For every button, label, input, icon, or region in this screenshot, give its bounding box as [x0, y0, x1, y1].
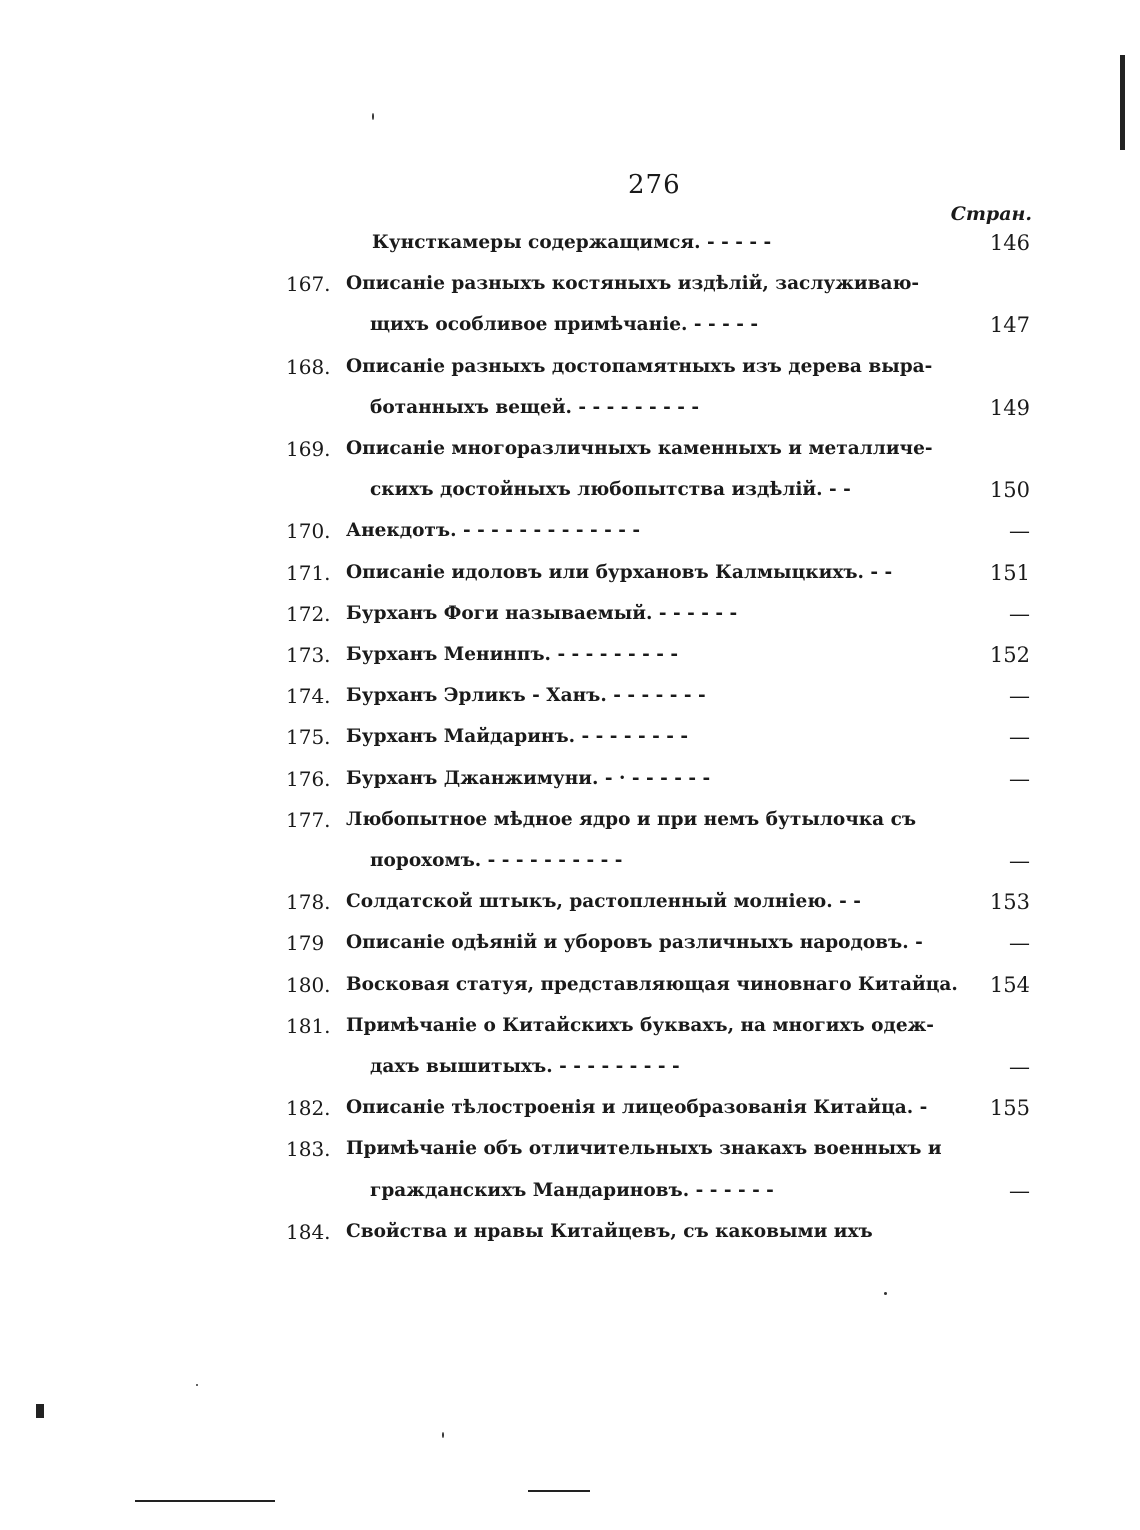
toc-page-ref: 151 — [989, 561, 1030, 585]
toc-row — [286, 720, 1030, 754]
toc-entry-number: 175. — [286, 725, 331, 749]
toc-entry-text: Любопытное мѣдное ядро и при немъ бутылочка съ — [346, 809, 917, 830]
toc-entry-text: Бурханъ Фоги называемый. - - - - - - — [346, 603, 738, 624]
toc-entry-text: гражданскихъ Мандариновъ. - - - - - - — [370, 1180, 774, 1201]
toc-entry-number: 176. — [286, 767, 331, 791]
toc-entry-text: Восковая статуя, представляющая чиновнаго Китайца. — [346, 974, 958, 995]
toc-row — [286, 473, 1030, 507]
toc-page-ref: — — [1009, 767, 1030, 791]
toc-entry-text: Описаніе тѣлостроенія и лицеобразованія Китайца. - — [346, 1097, 928, 1118]
toc-entry-text: Описаніе идоловъ или бурхановъ Калмыцкихъ. - - — [346, 562, 893, 583]
toc-entry-text: Бурханъ Майдаринъ. - - - - - - - - — [346, 726, 689, 747]
toc-row — [286, 350, 1030, 384]
toc-row — [286, 968, 1030, 1002]
toc-page-ref: 150 — [989, 478, 1030, 502]
toc-page-ref: 147 — [989, 313, 1030, 337]
toc-entry-text: Свойства и нравы Китайцевъ, съ каковыми ихъ — [346, 1221, 873, 1242]
toc-page-ref: 153 — [989, 890, 1030, 914]
toc-entry-number: 179 — [286, 931, 325, 955]
toc-entry-text: Описаніе разныхъ достопамятныхъ изъ дерева выра- — [346, 356, 933, 377]
toc-entry-text: порохомъ. - - - - - - - - - - — [370, 850, 623, 871]
toc-page-ref: — — [1009, 849, 1030, 873]
toc-entry-number: 171. — [286, 561, 331, 585]
toc-entry-number: 172. — [286, 602, 331, 626]
toc-row — [286, 432, 1030, 466]
toc-entry-number: 173. — [286, 643, 331, 667]
scan-speck — [196, 1384, 198, 1386]
toc-row — [286, 803, 1030, 837]
toc-row — [286, 391, 1030, 425]
toc-entry-text: Бурханъ Джанжимуни. - · - - - - - - — [346, 768, 711, 789]
toc-page-ref: 154 — [989, 973, 1030, 997]
toc-page-ref: — — [1009, 602, 1030, 626]
toc-row — [286, 1215, 1030, 1249]
toc-page-ref: — — [1009, 1179, 1030, 1203]
toc-row — [286, 679, 1030, 713]
toc-entry-number: 177. — [286, 808, 331, 832]
bottom-rule-left — [135, 1500, 275, 1502]
page-column-header: Стран. — [950, 203, 1032, 225]
toc-row — [286, 1091, 1030, 1125]
toc-entry-text: Кунсткамеры содержащимся. - - - - - — [372, 232, 772, 253]
toc-entry-text: Солдатской штыкъ, растопленный молніею. - - — [346, 891, 861, 912]
toc-page-ref: — — [1009, 519, 1030, 543]
toc-row — [286, 1174, 1030, 1208]
toc-page-ref: 146 — [989, 231, 1030, 255]
scan-speck — [442, 1432, 444, 1438]
page-number: 276 — [628, 170, 681, 200]
toc-row — [286, 597, 1030, 631]
scan-speck — [372, 113, 374, 120]
toc-entry-text: Бурханъ Менинпъ. - - - - - - - - - — [346, 644, 679, 665]
toc-entry-number: 168. — [286, 355, 331, 379]
toc-row — [286, 885, 1030, 919]
toc-row — [286, 926, 1030, 960]
bottom-rule-center — [528, 1490, 590, 1492]
toc-entry-text: Анекдотъ. - - - - - - - - - - - - - — [346, 520, 641, 541]
toc-entry-number: 178. — [286, 890, 331, 914]
toc-page-ref: — — [1009, 684, 1030, 708]
toc-entry-text: скихъ достойныхъ любопытства издѣлій. - - — [370, 479, 851, 500]
scan-mark — [36, 1404, 44, 1418]
toc-entry-text: Примѣчаніе о Китайскихъ буквахъ, на многихъ одеж- — [346, 1015, 934, 1036]
scan-edge-line — [1120, 55, 1125, 150]
toc-row — [286, 514, 1030, 548]
toc-page-ref: 152 — [989, 643, 1030, 667]
toc-page-ref: — — [1009, 1055, 1030, 1079]
toc-row — [286, 556, 1030, 590]
toc-entry-number: 183. — [286, 1137, 331, 1161]
toc-row — [286, 1050, 1030, 1084]
toc-page-ref: — — [1009, 931, 1030, 955]
toc-entry-text: щихъ особливое примѣчаніе. - - - - - — [370, 314, 759, 335]
toc-entry-number: 181. — [286, 1014, 331, 1038]
toc-entry-number: 170. — [286, 519, 331, 543]
toc-entry-number: 167. — [286, 272, 331, 296]
toc-page-ref: — — [1009, 725, 1030, 749]
toc-entry-text: ботанныхъ вещей. - - - - - - - - - — [370, 397, 700, 418]
toc-entry-number: 184. — [286, 1220, 331, 1244]
toc-entry-text: Бурханъ Эрликъ - Ханъ. - - - - - - - — [346, 685, 706, 706]
toc-row — [286, 226, 1030, 260]
toc-entry-text: Описаніе многоразличныхъ каменныхъ и металличе- — [346, 438, 933, 459]
toc-row — [286, 638, 1030, 672]
toc-row — [286, 1009, 1030, 1043]
toc-entry-text: Описаніе разныхъ костяныхъ издѣлій, заслуживаю- — [346, 273, 920, 294]
toc-row — [286, 844, 1030, 878]
toc-row — [286, 762, 1030, 796]
toc-row — [286, 308, 1030, 342]
toc-entry-number: 169. — [286, 437, 331, 461]
toc-row — [286, 1132, 1030, 1166]
toc-page-ref: 149 — [989, 396, 1030, 420]
toc-entry-text: Описаніе одѣяній и уборовъ различныхъ народовъ. - — [346, 932, 923, 953]
toc-entry-number: 174. — [286, 684, 331, 708]
scan-speck — [884, 1292, 887, 1295]
toc-entry-text: дахъ вышитыхъ. - - - - - - - - - — [370, 1056, 680, 1077]
toc-page-ref: 155 — [989, 1096, 1030, 1120]
toc-entry-number: 182. — [286, 1096, 331, 1120]
toc-entry-number: 180. — [286, 973, 331, 997]
toc-row — [286, 267, 1030, 301]
toc-entry-text: Примѣчаніе объ отличительныхъ знакахъ военныхъ и — [346, 1138, 942, 1159]
